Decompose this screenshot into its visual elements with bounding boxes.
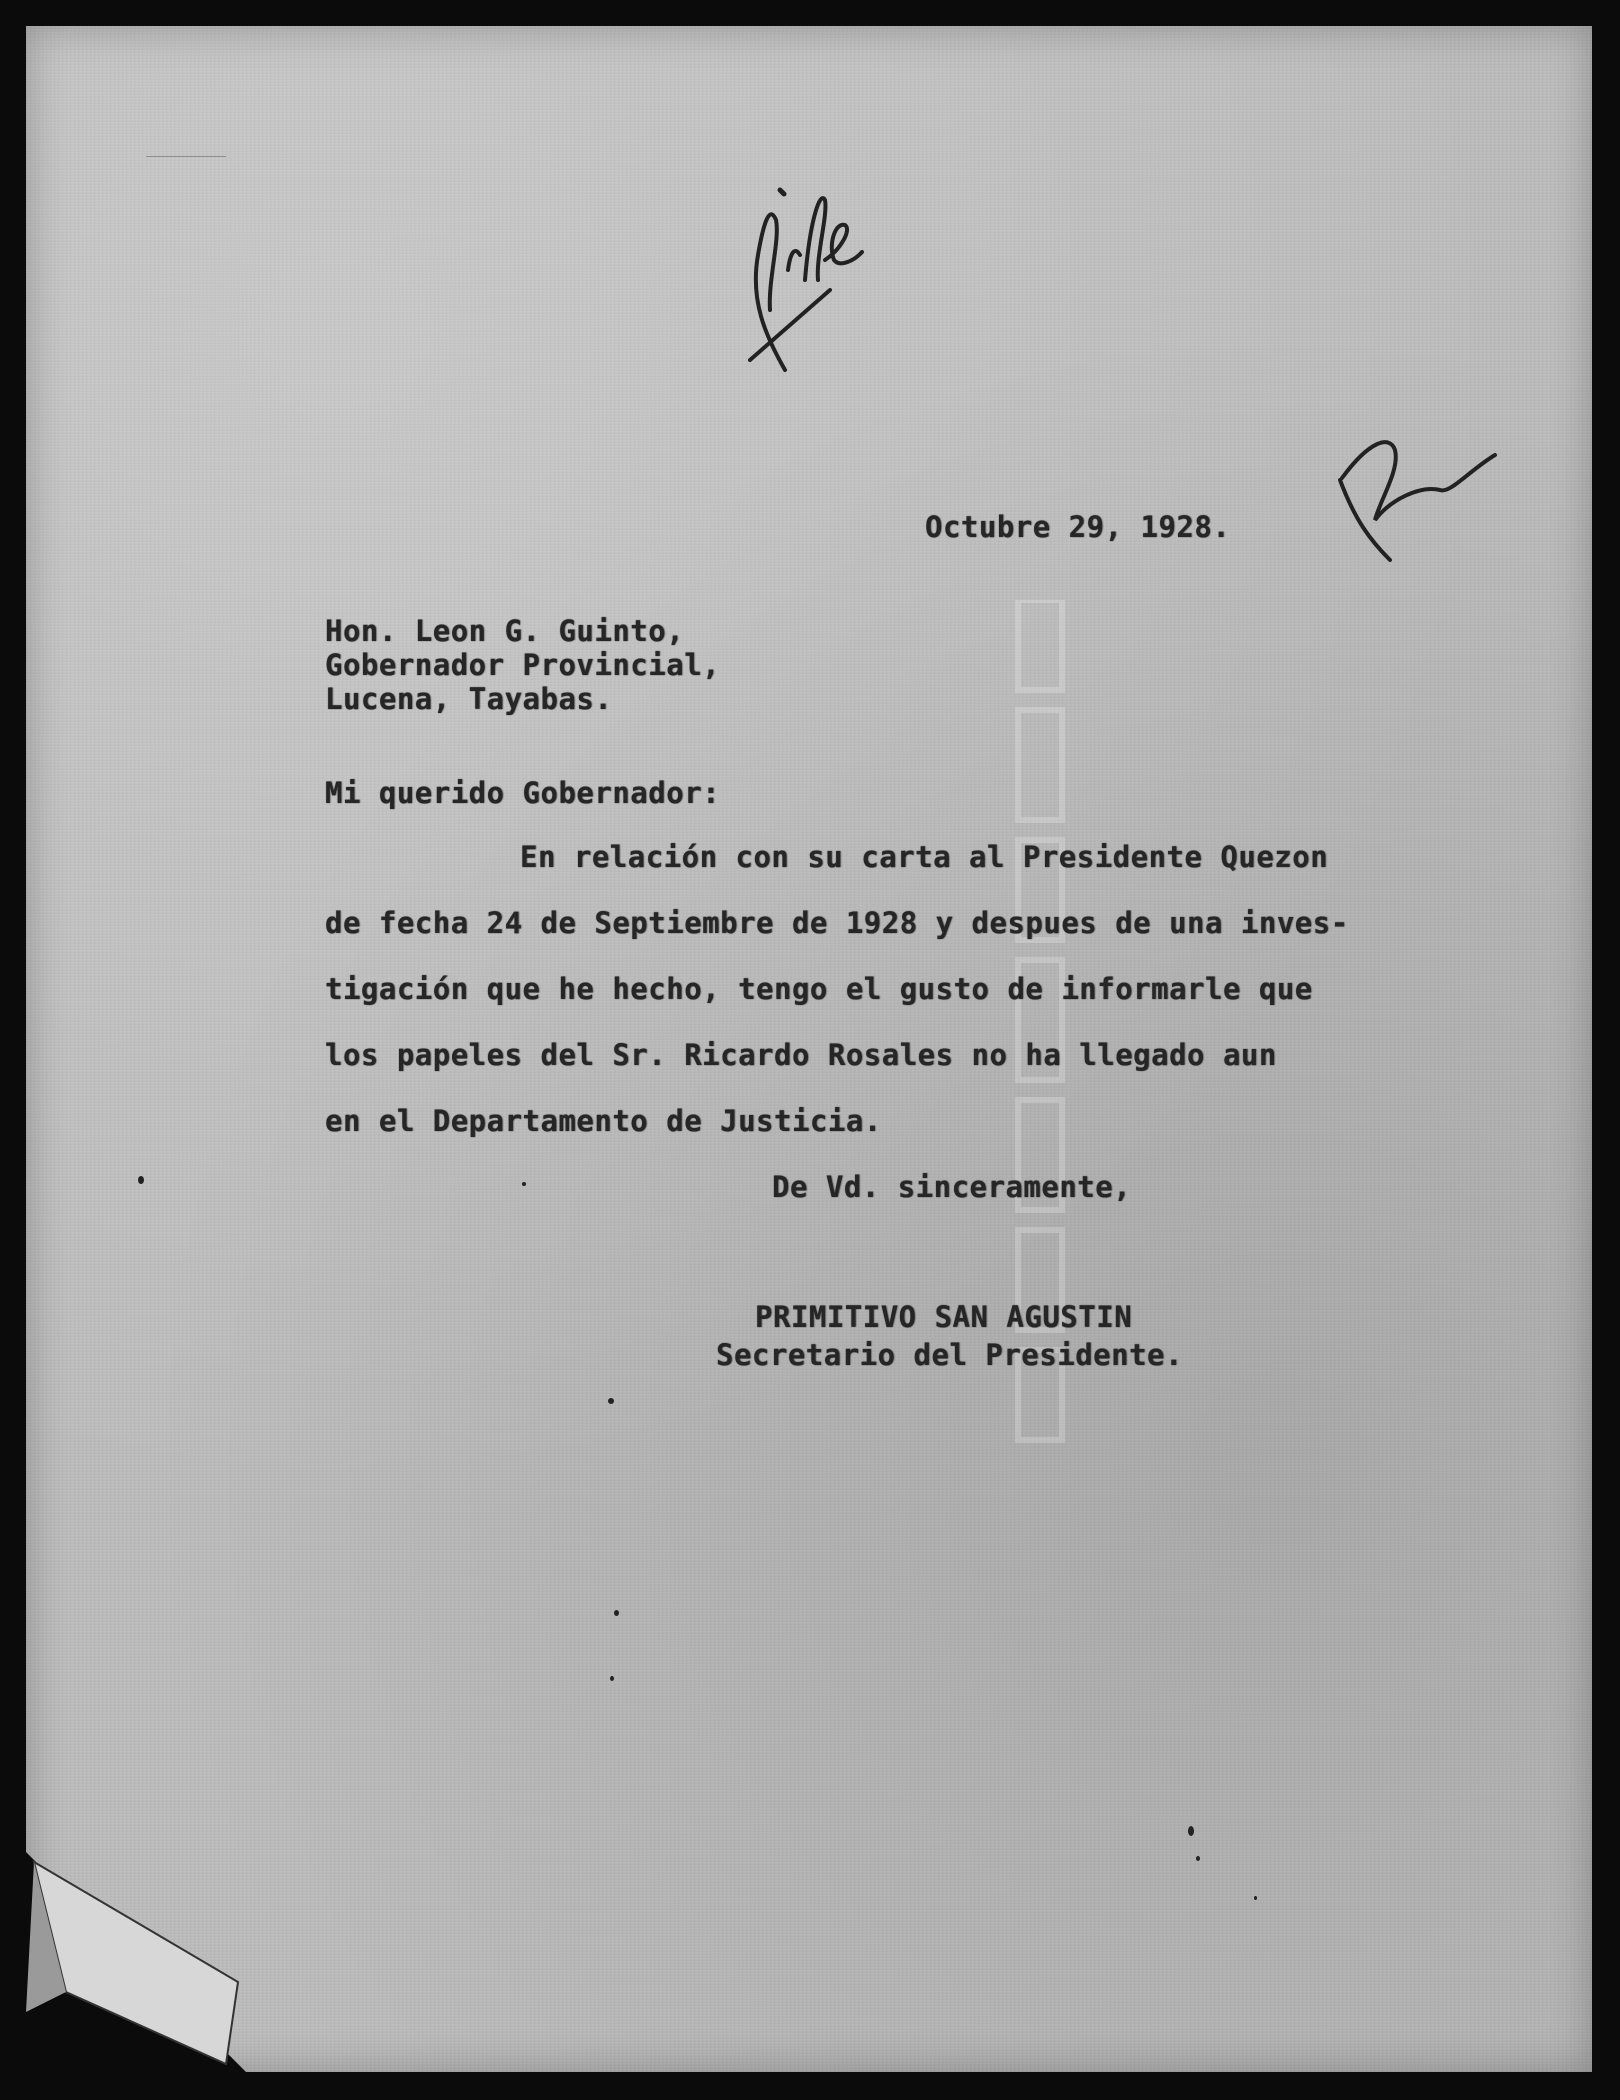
signature-title: Secretario del Presidente. [716,1338,1183,1372]
signature-name: PRIMITIVO SAN AGUSTIN [755,1300,1133,1334]
pencil-mark [146,156,226,157]
ink-speck [608,1398,614,1404]
ink-speck [1196,1856,1200,1861]
ink-speck [1188,1826,1194,1836]
handwritten-file-note [730,160,870,380]
closing: De Vd. sinceramente, [772,1170,1132,1204]
body-line: de fecha 24 de Septiembre de 1928 y despues de una inves- [325,906,1349,940]
recipient-location: Lucena, Tayabas. [325,682,613,716]
ink-speck [610,1676,614,1681]
body-line: En relación con su carta al Presidente Quezon [520,840,1329,874]
salutation: Mi querido Gobernador: [325,776,721,810]
ink-speck [138,1176,144,1184]
ink-speck [522,1182,526,1186]
body-line: los papeles del Sr. Ricardo Rosales no ha llegado aun [325,1038,1277,1072]
body-line: tigación que he hecho, tengo el gusto de informarle que [325,972,1313,1006]
folded-corner-icon [26,1852,246,2072]
recipient-title: Gobernador Provincial, [325,648,721,682]
handwritten-initial-r [1330,430,1510,580]
ink-speck [1254,1896,1257,1900]
recipient-name: Hon. Leon G. Guinto, [325,614,685,648]
body-line: en el Departamento de Justicia. [325,1104,882,1138]
ink-speck [614,1610,619,1616]
letter-date: Octubre 29, 1928. [925,510,1231,544]
